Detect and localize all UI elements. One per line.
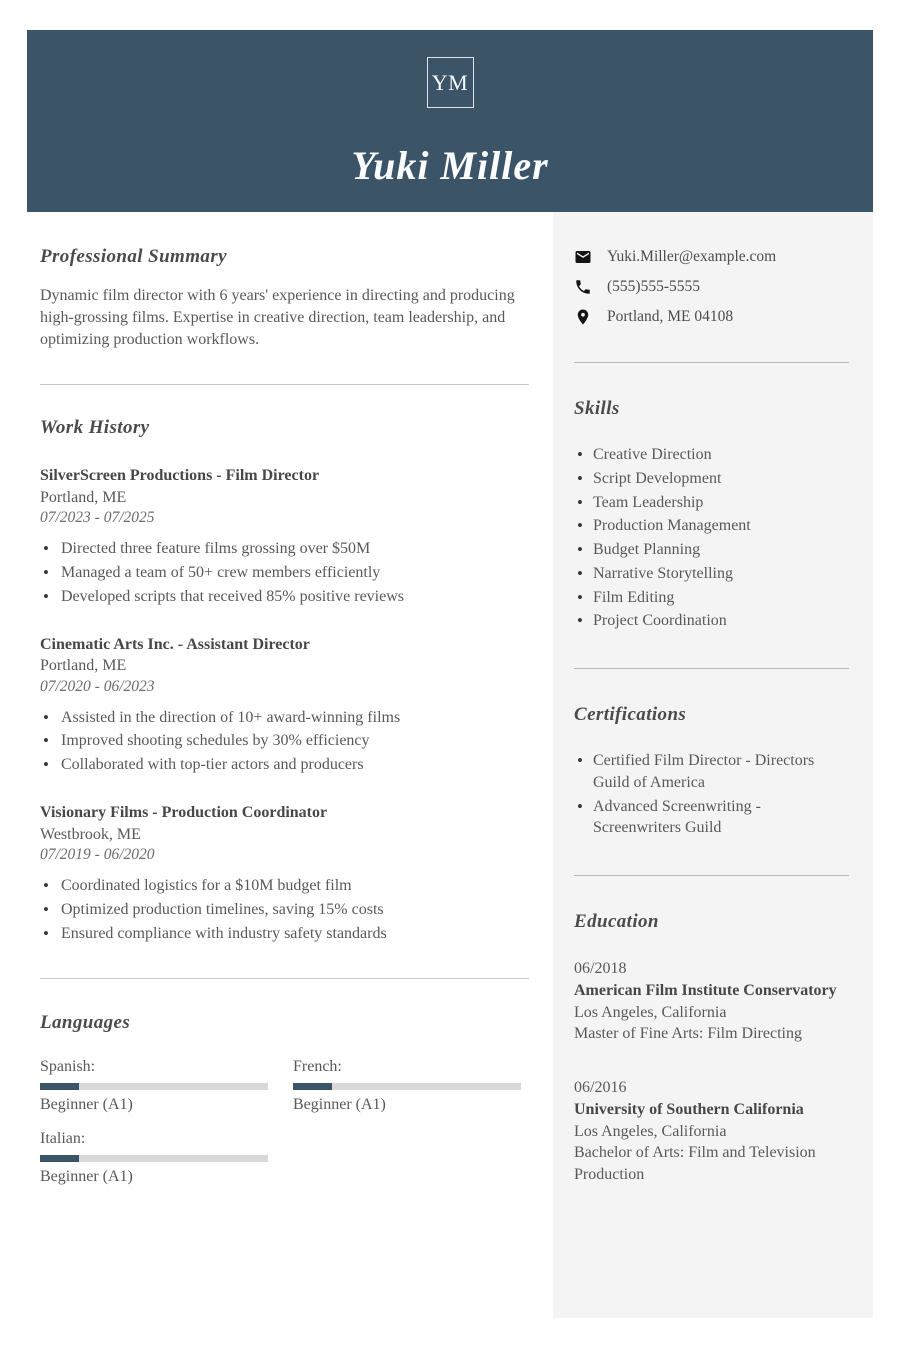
work-history-heading: Work History <box>40 417 150 439</box>
education-heading: Education <box>574 911 659 932</box>
skill-item: • Team Leadership <box>574 492 849 514</box>
language-item <box>40 1058 268 1114</box>
monogram-badge <box>427 57 474 108</box>
language-proficiency-bar <box>293 1083 521 1090</box>
certification-item: • Certified Film Director - Directors Guild of America <box>574 750 849 794</box>
language-name: French: <box>293 1058 342 1076</box>
language-level: Beginner (A1) <box>40 1168 133 1186</box>
divider <box>40 384 529 385</box>
divider <box>574 875 849 876</box>
job-bullet-list <box>40 538 529 607</box>
contact-phone-row <box>574 278 849 296</box>
language-proficiency-bar <box>40 1083 268 1090</box>
skill-item: • Budget Planning <box>574 539 849 561</box>
education-degree: Bachelor of Arts: Film and Television Production <box>574 1144 816 1183</box>
resume-body <box>27 212 873 1318</box>
summary-heading: Professional Summary <box>40 246 227 267</box>
contact-phone: (555)555-5555 <box>607 278 700 295</box>
job-bullet-list <box>40 875 529 944</box>
certifications-heading: Certifications <box>574 704 687 725</box>
language-name: Spanish: <box>40 1058 96 1076</box>
job-bullet: • Ensured compliance with industry safety standards <box>40 923 529 945</box>
education-location: Los Angeles, California <box>574 1122 727 1140</box>
language-proficiency-bar <box>40 1155 268 1162</box>
contact-email: Yuki.Miller@example.com <box>607 248 777 265</box>
divider <box>40 978 529 979</box>
language-proficiency-fill <box>40 1155 79 1162</box>
work-entry <box>40 802 529 944</box>
job-bullet: • Assisted in the direction of 10+ award-winning films <box>40 707 529 729</box>
skill-item: • Script Development <box>574 468 849 490</box>
contact-email-row <box>574 248 849 266</box>
job-title: SilverScreen Productions - Film Director <box>40 467 320 485</box>
skill-item: • Creative Direction <box>574 444 849 466</box>
job-bullet: • Managed a team of 50+ crew members efficiently <box>40 562 529 584</box>
language-level: Beginner (A1) <box>293 1096 386 1114</box>
candidate-name: Yuki Miller <box>351 143 549 188</box>
skill-item: • Narrative Storytelling <box>574 563 849 585</box>
skill-item: • Film Editing <box>574 587 849 609</box>
job-dates: 07/2023 - 07/2025 <box>40 509 155 527</box>
phone-icon <box>574 278 592 296</box>
job-location: Portland, ME <box>40 657 127 675</box>
work-entry <box>40 634 529 776</box>
education-entry <box>574 958 849 1045</box>
education-location: Los Angeles, California <box>574 1003 727 1021</box>
job-bullet: • Optimized production timelines, saving 15% costs <box>40 899 529 921</box>
job-title: Visionary Films - Production Coordinator <box>40 803 328 821</box>
languages-heading: Languages <box>40 1012 131 1034</box>
job-location: Westbrook, ME <box>40 825 141 843</box>
education-entry <box>574 1077 849 1186</box>
contact-location-row <box>574 308 849 326</box>
language-proficiency-fill <box>293 1083 332 1090</box>
work-entry <box>40 465 529 607</box>
job-bullet: • Developed scripts that received 85% positive reviews <box>40 586 529 608</box>
job-dates: 07/2020 - 06/2023 <box>40 677 155 695</box>
language-proficiency-fill <box>40 1083 79 1090</box>
job-bullet-list <box>40 707 529 776</box>
job-title: Cinematic Arts Inc. - Assistant Director <box>40 635 310 653</box>
job-bullet: • Improved shooting schedules by 30% efficiency <box>40 730 529 752</box>
monogram-initials: YM <box>431 69 469 95</box>
education-school: University of Southern California <box>574 1100 804 1118</box>
location-pin-icon <box>574 308 592 326</box>
language-name: Italian: <box>40 1130 86 1148</box>
skill-item: • Production Management <box>574 515 849 537</box>
certification-item: • Advanced Screenwriting - Screenwriters Guild <box>574 796 849 840</box>
divider <box>574 668 849 669</box>
language-level: Beginner (A1) <box>40 1096 133 1114</box>
job-location: Portland, ME <box>40 488 127 506</box>
skills-heading: Skills <box>574 398 620 419</box>
job-bullet: • Collaborated with top-tier actors and producers <box>40 754 529 776</box>
job-dates: 07/2019 - 06/2020 <box>40 846 155 864</box>
skill-item: • Project Coordination <box>574 610 849 632</box>
contact-location: Portland, ME 04108 <box>607 308 734 325</box>
language-item <box>293 1058 521 1114</box>
sidebar <box>553 212 873 1318</box>
job-bullet: • Coordinated logistics for a $10M budget film <box>40 875 529 897</box>
email-icon <box>574 248 592 266</box>
education-degree: Master of Fine Arts: Film Directing <box>574 1025 802 1043</box>
certifications-list <box>574 750 849 839</box>
skills-list <box>574 444 849 632</box>
divider <box>574 362 849 363</box>
main-column <box>27 212 553 1318</box>
education-date: 06/2016 <box>574 1079 627 1096</box>
job-bullet: • Directed three feature films grossing over $50M <box>40 538 529 560</box>
summary-text: Dynamic film director with 6 years' experience in directing and producing high-grossing films. Expertise in creative direction, team leadership, and optimizing production workflows. <box>40 287 515 348</box>
language-item <box>40 1130 268 1186</box>
resume-header <box>27 30 873 212</box>
education-date: 06/2018 <box>574 960 627 977</box>
education-school: American Film Institute Conservatory <box>574 981 837 999</box>
languages-grid <box>40 1058 529 1186</box>
